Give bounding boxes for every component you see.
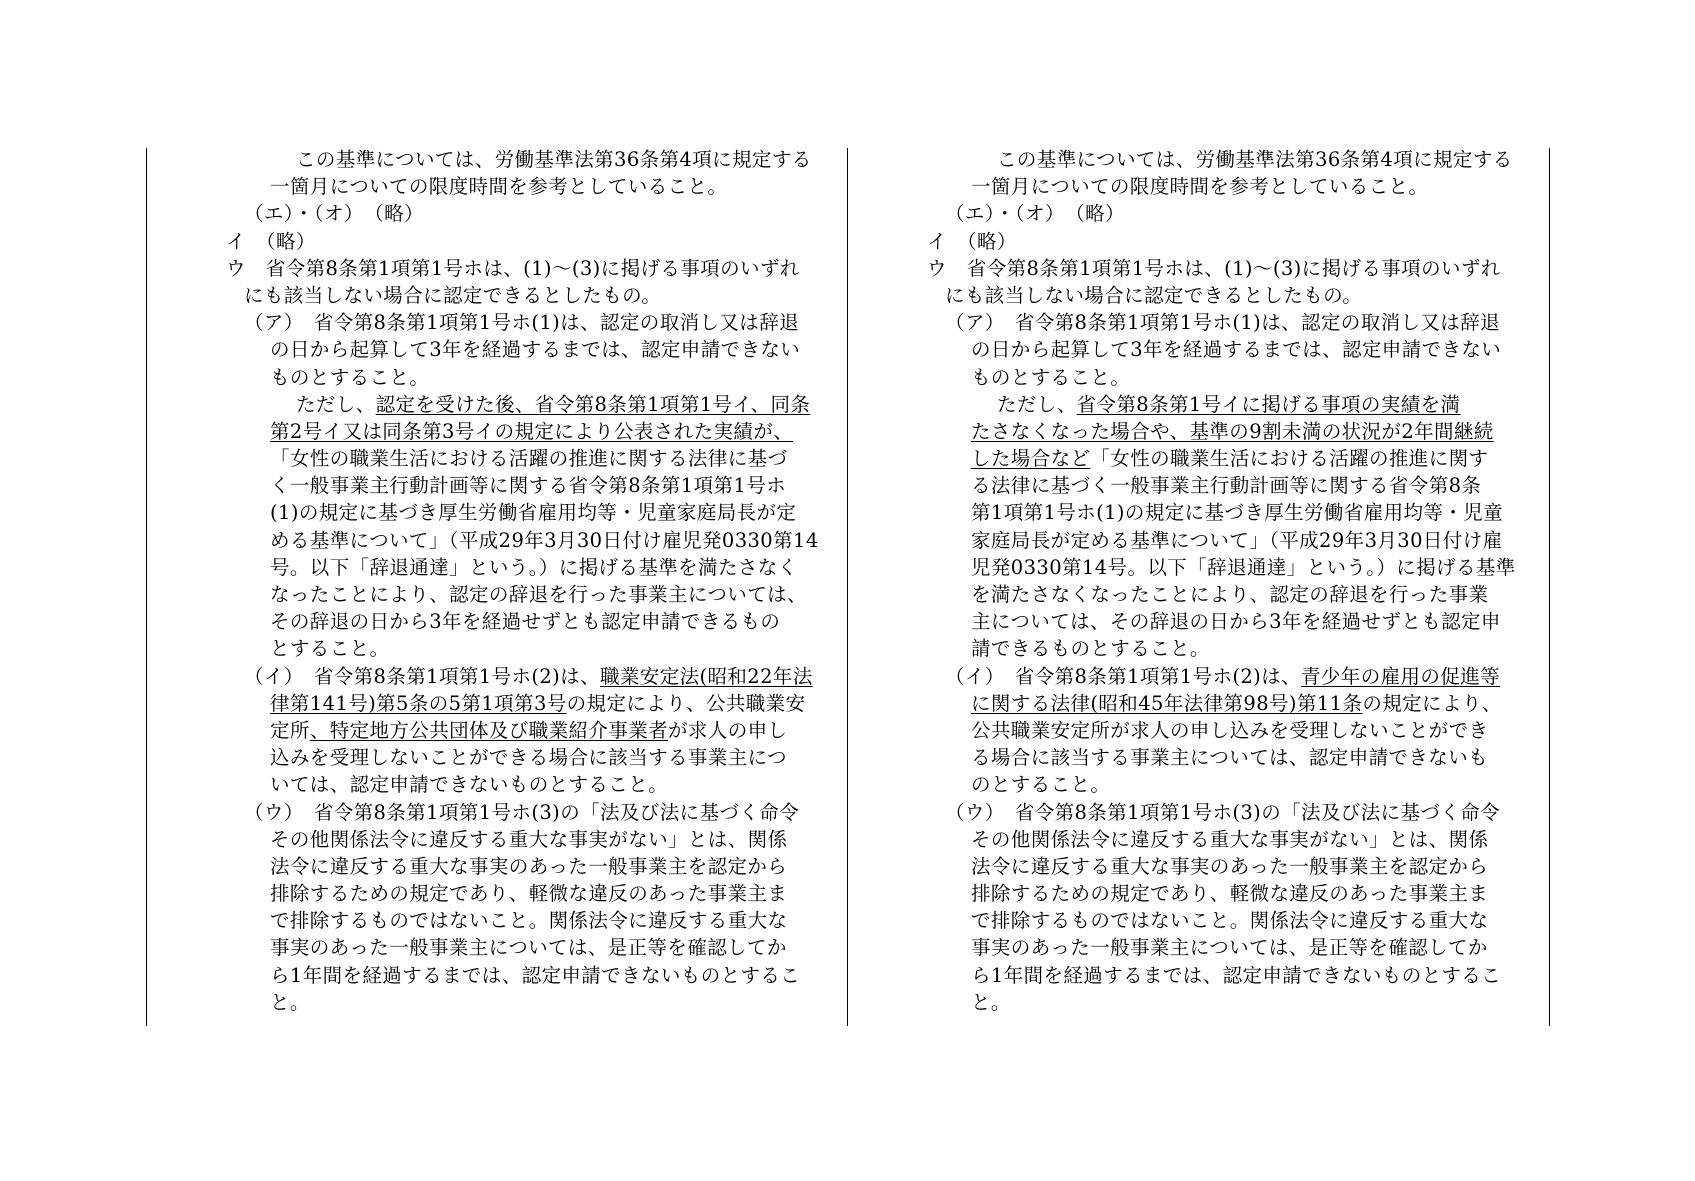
text-segment: ウ 省令第8条第1項第1号ホは、(1)～(3)に掲げる事項のいずれ: [927, 256, 1501, 280]
text-segment: の日から起算して3年を経過するまでは、認定申請できない: [270, 338, 801, 362]
text-segment: 「女性の職業生活における活躍の推進に関す: [1090, 447, 1489, 471]
text-line: [927, 853, 1539, 880]
text-segment: 排除するための規定であり、軽微な違反のあった事業主ま: [971, 882, 1489, 906]
text-segment: （エ）・（オ） （略）: [244, 202, 424, 226]
text-line: [226, 717, 838, 744]
text-line: [927, 907, 1539, 934]
text-segment: 主については、その辞退の日から3年を経過せずとも認定申: [971, 610, 1501, 634]
text-line: [226, 418, 838, 445]
text-line: [226, 690, 838, 717]
text-segment: （イ） 省令第8条第1項第1号ホ(2)は、: [244, 664, 600, 688]
text-segment: と。: [971, 990, 1011, 1014]
text-segment: 法令に違反する重大な事実のあった一般事業主を認定から: [971, 854, 1489, 878]
text-segment: ウ 省令第8条第1項第1号ホは、(1)～(3)に掲げる事項のいずれ: [226, 256, 800, 280]
text-segment: 法令に違反する重大な事実のあった一般事業主を認定から: [270, 854, 788, 878]
text-line: [927, 173, 1539, 200]
text-line: [226, 608, 838, 635]
underlined-amendment-text: 、特定地方公共団体及び職業紹介事業者: [309, 718, 669, 742]
text-line: [226, 663, 838, 690]
text-line: [927, 880, 1539, 907]
text-line: [927, 146, 1539, 173]
text-segment: の規定により、: [1362, 691, 1502, 715]
text-line: [927, 663, 1539, 690]
text-segment: く一般事業主行動計画等に関する省令第8条第1項第1号ホ: [270, 474, 787, 498]
text-segment: 一箇月についての限度時間を参考としていること。: [270, 175, 728, 199]
text-line: [927, 200, 1539, 227]
text-segment: の規定により、公共職業安: [566, 691, 806, 715]
column-divider-rule: [847, 148, 848, 1026]
right-column-text: [927, 146, 1539, 1016]
text-line: [927, 934, 1539, 961]
text-segment: ら1年間を経過するまでは、認定申請できないものとするこ: [270, 963, 801, 987]
text-segment: 排除するための規定であり、軽微な違反のあった事業主ま: [270, 882, 788, 906]
text-segment: が求人の申し: [668, 718, 788, 742]
text-segment: （ア） 省令第8条第1項第1号ホ(1)は、認定の取消し又は辞退: [244, 311, 799, 335]
text-line: [226, 527, 838, 554]
text-segment: で排除するものではないこと。関係法令に違反する重大な: [270, 909, 788, 933]
right-column-outer-rule: [1549, 148, 1550, 1026]
text-line: [927, 418, 1539, 445]
text-segment: 家庭局長が定める基準について」（平成29年3月30日付け雇: [971, 528, 1503, 552]
text-line: [927, 391, 1539, 418]
text-line: [226, 907, 838, 934]
text-line: [927, 309, 1539, 336]
text-line: [226, 799, 838, 826]
text-line: [927, 690, 1539, 717]
text-segment: イ （略）: [226, 229, 316, 253]
text-line: [927, 336, 1539, 363]
text-line: [927, 608, 1539, 635]
underlined-amendment-text: 青少年の雇用の促進等: [1301, 664, 1501, 688]
text-line: [927, 364, 1539, 391]
underlined-amendment-text: 認定を受けた後、省令第8条第1項第1号イ、同条: [375, 392, 811, 416]
text-line: [226, 336, 838, 363]
text-line: [927, 499, 1539, 526]
text-segment: ただし、: [296, 392, 376, 416]
text-line: [226, 635, 838, 662]
text-line: [927, 282, 1539, 309]
underlined-amendment-text: 律第141号)第5条の5第1項第3号: [270, 691, 567, 715]
text-line: [226, 391, 838, 418]
text-line: [226, 880, 838, 907]
text-line: [226, 989, 838, 1016]
text-segment: の日から起算して3年を経過するまでは、認定申請できない: [971, 338, 1502, 362]
text-line: [226, 146, 838, 173]
text-line: [927, 527, 1539, 554]
underlined-amendment-text: に関する法律(昭和45年法律第98号)第11条: [971, 691, 1363, 715]
text-segment: 公共職業安定所が求人の申し込みを受理しないことができ: [971, 718, 1489, 742]
text-segment: この基準については、労働基準法第36条第4項に規定する: [296, 148, 812, 171]
text-segment: を満たさなくなったことにより、認定の辞退を行った事業: [971, 583, 1489, 606]
text-segment: る場合に該当する事業主については、認定申請できないも: [971, 746, 1489, 770]
text-segment: いては、認定申請できないものとすること。: [270, 773, 669, 797]
underlined-amendment-text: 職業安定法(昭和22年法: [600, 664, 813, 688]
text-line: [927, 717, 1539, 744]
text-segment: 「女性の職業生活における活躍の推進に関する法律に基づ: [270, 447, 788, 471]
text-line: [927, 255, 1539, 282]
text-segment: この基準については、労働基準法第36条第4項に規定する: [997, 148, 1513, 171]
text-segment: にも該当しない場合に認定できるとしたもの。: [244, 283, 662, 307]
text-segment: める基準について」（平成29年3月30日付け雇児発0330第14: [270, 528, 819, 552]
text-line: [226, 309, 838, 336]
text-line: [226, 200, 838, 227]
text-line: [226, 826, 838, 853]
underlined-amendment-text: たさなくなった場合や、基準の9割未満の状況が2年間継続: [971, 419, 1494, 443]
underlined-amendment-text: した場合など: [971, 447, 1091, 471]
text-line: [226, 228, 838, 255]
text-line: [226, 499, 838, 526]
text-line: [226, 364, 838, 391]
text-line: [927, 826, 1539, 853]
text-line: [226, 282, 838, 309]
text-segment: 児発0330第14号。以下「辞退通達」という。）に掲げる基準: [971, 555, 1516, 579]
text-segment: その他関係法令に違反する重大な事実がない」とは、関係: [270, 827, 788, 851]
text-segment: （イ） 省令第8条第1項第1号ホ(2)は、: [945, 664, 1301, 688]
text-segment: ものとすること。: [270, 365, 430, 389]
underlined-amendment-text: 省令第8条第1号イに掲げる事項の実績を満: [1076, 392, 1461, 416]
text-line: [927, 799, 1539, 826]
text-line: [226, 581, 838, 608]
left-column-text: [226, 146, 838, 1016]
text-line: [226, 445, 838, 472]
text-segment: る法律に基づく一般事業主行動計画等に関する省令第8条: [971, 474, 1482, 498]
text-line: [927, 635, 1539, 662]
text-line: [927, 771, 1539, 798]
text-line: [927, 472, 1539, 499]
text-segment: （ウ） 省令第8条第1項第1号ホ(3)の「法及び法に基づく命令: [244, 800, 799, 824]
text-segment: ものとすること。: [971, 365, 1131, 389]
text-line: [927, 445, 1539, 472]
text-line: [226, 853, 838, 880]
left-column-outer-rule: [146, 148, 147, 1026]
text-line: [927, 989, 1539, 1016]
text-segment: とすること。: [270, 637, 390, 661]
text-segment: なったことにより、認定の辞退を行った事業主については、: [270, 583, 807, 606]
text-line: [226, 962, 838, 989]
text-line: [226, 934, 838, 961]
text-line: [226, 173, 838, 200]
text-segment: 事実のあった一般事業主については、是正等を確認してか: [971, 936, 1488, 960]
text-segment: (1)の規定に基づき厚生労働省雇用均等・児童家庭局長が定: [270, 501, 797, 525]
text-line: [927, 228, 1539, 255]
text-segment: イ （略）: [927, 229, 1017, 253]
text-line: [927, 962, 1539, 989]
text-segment: （ア） 省令第8条第1項第1号ホ(1)は、認定の取消し又は辞退: [945, 311, 1500, 335]
text-line: [927, 554, 1539, 581]
text-segment: 号。以下「辞退通達」という。）に掲げる基準を満たさなく: [270, 555, 798, 579]
text-segment: 第1項第1号ホ(1)の規定に基づき厚生労働省雇用均等・児童: [971, 501, 1504, 525]
text-segment: 込みを受理しないことができる場合に該当する事業主につ: [270, 746, 788, 770]
text-segment: のとすること。: [971, 773, 1111, 797]
text-segment: 一箇月についての限度時間を参考としていること。: [971, 175, 1429, 199]
text-segment: その辞退の日から3年を経過せずとも認定申請できるもの: [270, 610, 781, 634]
text-segment: ただし、: [997, 392, 1077, 416]
text-line: [927, 744, 1539, 771]
text-segment: （ウ） 省令第8条第1項第1号ホ(3)の「法及び法に基づく命令: [945, 800, 1500, 824]
underlined-amendment-text: 第2号イ又は同条第3号イの規定により公表された実績が、: [270, 419, 794, 443]
text-line: [226, 255, 838, 282]
text-line: [226, 472, 838, 499]
text-segment: ら1年間を経過するまでは、認定申請できないものとするこ: [971, 963, 1502, 987]
text-segment: その他関係法令に違反する重大な事実がない」とは、関係: [971, 827, 1489, 851]
text-line: [226, 771, 838, 798]
text-line: [927, 581, 1539, 608]
text-segment: にも該当しない場合に認定できるとしたもの。: [945, 283, 1363, 307]
text-segment: （エ）・（オ） （略）: [945, 202, 1125, 226]
text-line: [226, 554, 838, 581]
text-segment: 事実のあった一般事業主については、是正等を確認してか: [270, 936, 787, 960]
text-segment: 請できるものとすること。: [971, 637, 1210, 661]
text-segment: 定所: [270, 718, 310, 742]
text-segment: で排除するものではないこと。関係法令に違反する重大な: [971, 909, 1489, 933]
text-segment: と。: [270, 990, 310, 1014]
text-line: [226, 744, 838, 771]
